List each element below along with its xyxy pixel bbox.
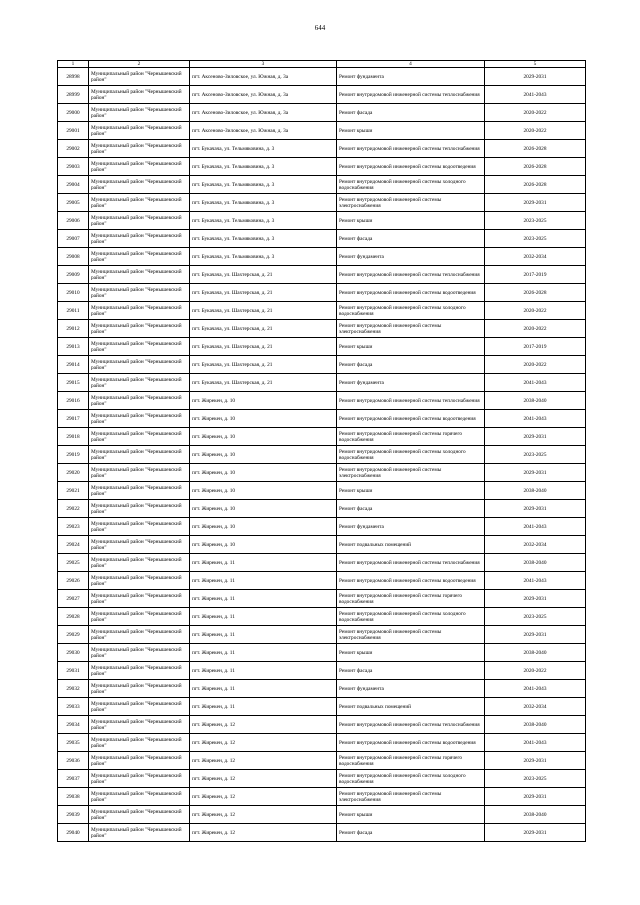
district-cell: Муниципальный район "Чернышевский район" [89, 824, 190, 842]
district-cell: Муниципальный район "Чернышевский район" [89, 122, 190, 140]
period-cell: 2041-2043 [485, 374, 586, 392]
period-cell: 2026-2028 [485, 284, 586, 302]
district-cell: Муниципальный район "Чернышевский район" [89, 662, 190, 680]
row-number-cell: 29026 [58, 572, 89, 590]
work-type-cell: Ремонт внутридомовой инженерной системы теплоснабжения [337, 392, 485, 410]
address-cell: пгт. Букачача, ул. Шахтерская, д. 21 [190, 338, 337, 356]
period-cell: 2029-2031 [485, 500, 586, 518]
district-cell: Муниципальный район "Чернышевский район" [89, 356, 190, 374]
address-cell: пгт. Жирекен, д. 10 [190, 536, 337, 554]
period-cell: 2032-2034 [485, 536, 586, 554]
address-cell: пгт. Жирекен, д. 11 [190, 680, 337, 698]
work-type-cell: Ремонт фасада [337, 356, 485, 374]
table-row [58, 680, 586, 698]
address-cell: пгт. Жирекен, д. 11 [190, 572, 337, 590]
table-row [58, 68, 586, 86]
table-row [58, 248, 586, 266]
address-cell: пгт. Жирекен, д. 11 [190, 698, 337, 716]
table-row [58, 446, 586, 464]
address-cell: пгт. Букачача, ул. Шахтерская, д. 21 [190, 302, 337, 320]
work-type-cell: Ремонт внутридомовой инженерной системы горячего водоснабжения [337, 590, 485, 608]
work-type-cell: Ремонт внутридомовой инженерной системы холодного водоснабжения [337, 770, 485, 788]
table-row [58, 824, 586, 842]
row-number-cell: 29021 [58, 482, 89, 500]
period-cell: 2038-2040 [485, 482, 586, 500]
work-type-cell: Ремонт внутридомовой инженерной системы теплоснабжения [337, 86, 485, 104]
address-cell: пгт. Жирекен, д. 10 [190, 482, 337, 500]
work-type-cell: Ремонт внутридомовой инженерной системы холодного водоснабжения [337, 302, 485, 320]
period-cell: 2038-2040 [485, 644, 586, 662]
period-cell: 2017-2019 [485, 338, 586, 356]
table-row [58, 194, 586, 212]
row-number-cell: 29031 [58, 662, 89, 680]
table-row [58, 284, 586, 302]
district-cell: Муниципальный район "Чернышевский район" [89, 590, 190, 608]
row-number-cell: 29029 [58, 626, 89, 644]
district-cell: Муниципальный район "Чернышевский район" [89, 464, 190, 482]
work-type-cell: Ремонт внутридомовой инженерной системы электроснабжения [337, 194, 485, 212]
period-cell: 2020-2022 [485, 662, 586, 680]
address-cell: пгт. Аксеново-Зиловское, ул. Южная, д. 3а [190, 122, 337, 140]
address-cell: пгт. Жирекен, д. 11 [190, 662, 337, 680]
address-cell: пгт. Букачача, ул. Тельмяковина, д. 3 [190, 248, 337, 266]
period-cell: 2023-2025 [485, 446, 586, 464]
row-number-cell: 29015 [58, 374, 89, 392]
period-cell: 2020-2022 [485, 320, 586, 338]
address-cell: пгт. Жирекен, д. 12 [190, 716, 337, 734]
address-cell: пгт. Жирекен, д. 10 [190, 518, 337, 536]
row-number-cell: 29019 [58, 446, 89, 464]
table-row [58, 176, 586, 194]
row-number-cell: 29035 [58, 734, 89, 752]
row-number-cell: 29030 [58, 644, 89, 662]
row-number-cell: 29040 [58, 824, 89, 842]
district-cell: Муниципальный район "Чернышевский район" [89, 518, 190, 536]
work-type-cell: Ремонт фасада [337, 662, 485, 680]
work-type-cell: Ремонт фасада [337, 104, 485, 122]
work-type-cell: Ремонт подвальных помещений [337, 698, 485, 716]
work-type-cell: Ремонт фундамента [337, 518, 485, 536]
district-cell: Муниципальный район "Чернышевский район" [89, 320, 190, 338]
work-type-cell: Ремонт внутридомовой инженерной системы электроснабжения [337, 788, 485, 806]
table-row [58, 104, 586, 122]
work-type-cell: Ремонт внутридомовой инженерной системы водоотведения [337, 410, 485, 428]
district-cell: Муниципальный район "Чернышевский район" [89, 140, 190, 158]
district-cell: Муниципальный район "Чернышевский район" [89, 572, 190, 590]
address-cell: пгт. Жирекен, д. 10 [190, 500, 337, 518]
column-header-3: 3 [190, 61, 337, 68]
table-row [58, 86, 586, 104]
table-row [58, 212, 586, 230]
district-cell: Муниципальный район "Чернышевский район" [89, 698, 190, 716]
period-cell: 2029-2031 [485, 590, 586, 608]
table-row [58, 536, 586, 554]
table-row [58, 590, 586, 608]
work-type-cell: Ремонт фундамента [337, 68, 485, 86]
district-cell: Муниципальный район "Чернышевский район" [89, 788, 190, 806]
table-header-row [58, 61, 586, 68]
row-number-cell: 29005 [58, 194, 89, 212]
row-number-cell: 29002 [58, 140, 89, 158]
work-type-cell: Ремонт внутридомовой инженерной системы электроснабжения [337, 464, 485, 482]
period-cell: 2023-2025 [485, 212, 586, 230]
district-cell: Муниципальный район "Чернышевский район" [89, 374, 190, 392]
period-cell: 2017-2019 [485, 266, 586, 284]
district-cell: Муниципальный район "Чернышевский район" [89, 266, 190, 284]
district-cell: Муниципальный район "Чернышевский район" [89, 554, 190, 572]
work-type-cell: Ремонт фасада [337, 230, 485, 248]
period-cell: 2029-2031 [485, 626, 586, 644]
table-row [58, 716, 586, 734]
row-number-cell: 29023 [58, 518, 89, 536]
district-cell: Муниципальный район "Чернышевский район" [89, 104, 190, 122]
work-type-cell: Ремонт внутридомовой инженерной системы электроснабжения [337, 626, 485, 644]
work-type-cell: Ремонт подвальных помещений [337, 536, 485, 554]
district-cell: Муниципальный район "Чернышевский район" [89, 194, 190, 212]
table-row [58, 626, 586, 644]
row-number-cell: 29000 [58, 104, 89, 122]
work-type-cell: Ремонт крыши [337, 212, 485, 230]
address-cell: пгт. Жирекен, д. 11 [190, 644, 337, 662]
period-cell: 2041-2043 [485, 680, 586, 698]
row-number-cell: 29028 [58, 608, 89, 626]
address-cell: пгт. Жирекен, д. 12 [190, 734, 337, 752]
table-row [58, 698, 586, 716]
period-cell: 2038-2040 [485, 716, 586, 734]
district-cell: Муниципальный район "Чернышевский район" [89, 482, 190, 500]
district-cell: Муниципальный район "Чернышевский район" [89, 734, 190, 752]
address-cell: пгт. Жирекен, д. 12 [190, 806, 337, 824]
table-row [58, 608, 586, 626]
district-cell: Муниципальный район "Чернышевский район" [89, 752, 190, 770]
row-number-cell: 28998 [58, 68, 89, 86]
address-cell: пгт. Букачача, ул. Шахтерская, д. 21 [190, 320, 337, 338]
district-cell: Муниципальный район "Чернышевский район" [89, 176, 190, 194]
work-type-cell: Ремонт внутридомовой инженерной системы холодного водоснабжения [337, 608, 485, 626]
row-number-cell: 29001 [58, 122, 89, 140]
work-type-cell: Ремонт крыши [337, 644, 485, 662]
column-header-1: 1 [58, 61, 89, 68]
work-type-cell: Ремонт внутридомовой инженерной системы холодного водоснабжения [337, 446, 485, 464]
period-cell: 2032-2034 [485, 698, 586, 716]
period-cell: 2029-2031 [485, 428, 586, 446]
work-type-cell: Ремонт внутридомовой инженерной системы теплоснабжения [337, 716, 485, 734]
district-cell: Муниципальный район "Чернышевский район" [89, 608, 190, 626]
work-type-cell: Ремонт внутридомовой инженерной системы горячего водоснабжения [337, 428, 485, 446]
work-type-cell: Ремонт фасада [337, 500, 485, 518]
address-cell: пгт. Букачача, ул. Тельмяковина, д. 3 [190, 230, 337, 248]
district-cell: Муниципальный район "Чернышевский район" [89, 284, 190, 302]
work-type-cell: Ремонт внутридомовой инженерной системы теплоснабжения [337, 554, 485, 572]
district-cell: Муниципальный район "Чернышевский район" [89, 302, 190, 320]
address-cell: пгт. Аксеново-Зиловское, ул. Южная, д. 3а [190, 104, 337, 122]
table-row [58, 770, 586, 788]
work-type-cell: Ремонт крыши [337, 482, 485, 500]
period-cell: 2020-2022 [485, 122, 586, 140]
row-number-cell: 29003 [58, 158, 89, 176]
address-cell: пгт. Жирекен, д. 11 [190, 590, 337, 608]
row-number-cell: 29016 [58, 392, 89, 410]
work-type-cell: Ремонт крыши [337, 806, 485, 824]
row-number-cell: 29014 [58, 356, 89, 374]
period-cell: 2020-2022 [485, 104, 586, 122]
address-cell: пгт. Букачача, ул. Тельмяковина, д. 3 [190, 140, 337, 158]
table-row [58, 392, 586, 410]
period-cell: 2020-2022 [485, 302, 586, 320]
work-type-cell: Ремонт внутридомовой инженерной системы водоотведения [337, 284, 485, 302]
row-number-cell: 29004 [58, 176, 89, 194]
district-cell: Муниципальный район "Чернышевский район" [89, 428, 190, 446]
row-number-cell: 29018 [58, 428, 89, 446]
row-number-cell: 29027 [58, 590, 89, 608]
district-cell: Муниципальный район "Чернышевский район" [89, 644, 190, 662]
row-number-cell: 29010 [58, 284, 89, 302]
address-cell: пгт. Жирекен, д. 10 [190, 428, 337, 446]
work-type-cell: Ремонт внутридомовой инженерной системы электроснабжения [337, 320, 485, 338]
district-cell: Муниципальный район "Чернышевский район" [89, 338, 190, 356]
row-number-cell: 29038 [58, 788, 89, 806]
district-cell: Муниципальный район "Чернышевский район" [89, 626, 190, 644]
period-cell: 2029-2031 [485, 752, 586, 770]
address-cell: пгт. Жирекен, д. 12 [190, 824, 337, 842]
period-cell: 2038-2040 [485, 392, 586, 410]
table-row [58, 464, 586, 482]
address-cell: пгт. Букачача, ул. Шахтерская, д. 21 [190, 356, 337, 374]
address-cell: пгт. Жирекен, д. 10 [190, 392, 337, 410]
repair-schedule-table [57, 60, 586, 842]
table-row [58, 644, 586, 662]
work-type-cell: Ремонт фундамента [337, 248, 485, 266]
row-number-cell: 29039 [58, 806, 89, 824]
address-cell: пгт. Букачача, ул. Шахтерская, д. 21 [190, 374, 337, 392]
address-cell: пгт. Букачача, ул. Шахтерская, д. 21 [190, 284, 337, 302]
work-type-cell: Ремонт фундамента [337, 374, 485, 392]
work-type-cell: Ремонт крыши [337, 122, 485, 140]
row-number-cell: 29013 [58, 338, 89, 356]
address-cell: пгт. Букачача, ул. Тельмяковина, д. 3 [190, 158, 337, 176]
district-cell: Муниципальный район "Чернышевский район" [89, 806, 190, 824]
table-row [58, 302, 586, 320]
period-cell: 2020-2022 [485, 356, 586, 374]
address-cell: пгт. Букачача, ул. Тельмяковина, д. 3 [190, 194, 337, 212]
work-type-cell: Ремонт внутридомовой инженерной системы водоотведения [337, 734, 485, 752]
address-cell: пгт. Жирекен, д. 12 [190, 752, 337, 770]
period-cell: 2023-2025 [485, 770, 586, 788]
district-cell: Муниципальный район "Чернышевский район" [89, 158, 190, 176]
column-header-2: 2 [89, 61, 190, 68]
row-number-cell: 29034 [58, 716, 89, 734]
district-cell: Муниципальный район "Чернышевский район" [89, 392, 190, 410]
period-cell: 2026-2028 [485, 158, 586, 176]
row-number-cell: 29024 [58, 536, 89, 554]
period-cell: 2023-2025 [485, 608, 586, 626]
table-row [58, 158, 586, 176]
period-cell: 2029-2031 [485, 464, 586, 482]
period-cell: 2026-2028 [485, 140, 586, 158]
table-row [58, 374, 586, 392]
address-cell: пгт. Жирекен, д. 11 [190, 554, 337, 572]
district-cell: Муниципальный район "Чернышевский район" [89, 212, 190, 230]
address-cell: пгт. Аксеново-Зиловское, ул. Южная, д. 3а [190, 86, 337, 104]
row-number-cell: 29032 [58, 680, 89, 698]
district-cell: Муниципальный район "Чернышевский район" [89, 446, 190, 464]
table-row [58, 788, 586, 806]
work-type-cell: Ремонт внутридомовой инженерной системы горячего водоснабжения [337, 752, 485, 770]
period-cell: 2023-2025 [485, 230, 586, 248]
period-cell: 2038-2040 [485, 806, 586, 824]
district-cell: Муниципальный район "Чернышевский район" [89, 680, 190, 698]
table-row [58, 122, 586, 140]
row-number-cell: 29036 [58, 752, 89, 770]
period-cell: 2029-2031 [485, 788, 586, 806]
table-row [58, 266, 586, 284]
table-row [58, 806, 586, 824]
table-row [58, 500, 586, 518]
address-cell: пгт. Букачача, ул. Тельмяковина, д. 3 [190, 176, 337, 194]
row-number-cell: 28999 [58, 86, 89, 104]
table-row [58, 320, 586, 338]
period-cell: 2041-2043 [485, 410, 586, 428]
period-cell: 2029-2031 [485, 68, 586, 86]
work-type-cell: Ремонт внутридомовой инженерной системы теплоснабжения [337, 266, 485, 284]
district-cell: Муниципальный район "Чернышевский район" [89, 230, 190, 248]
row-number-cell: 29017 [58, 410, 89, 428]
work-type-cell: Ремонт внутридомовой инженерной системы водоотведения [337, 572, 485, 590]
table-row [58, 230, 586, 248]
address-cell: пгт. Жирекен, д. 11 [190, 608, 337, 626]
table-row [58, 356, 586, 374]
column-header-4: 4 [337, 61, 485, 68]
table-row [58, 554, 586, 572]
row-number-cell: 29012 [58, 320, 89, 338]
period-cell: 2029-2031 [485, 824, 586, 842]
table-row [58, 410, 586, 428]
address-cell: пгт. Жирекен, д. 12 [190, 770, 337, 788]
district-cell: Муниципальный район "Чернышевский район" [89, 68, 190, 86]
address-cell: пгт. Жирекен, д. 11 [190, 626, 337, 644]
work-type-cell: Ремонт внутридомовой инженерной системы теплоснабжения [337, 140, 485, 158]
district-cell: Муниципальный район "Чернышевский район" [89, 536, 190, 554]
table-row [58, 662, 586, 680]
period-cell: 2041-2043 [485, 86, 586, 104]
district-cell: Муниципальный район "Чернышевский район" [89, 770, 190, 788]
address-cell: пгт. Букачача, ул. Тельмяковина, д. 3 [190, 212, 337, 230]
period-cell: 2038-2040 [485, 554, 586, 572]
district-cell: Муниципальный район "Чернышевский район" [89, 410, 190, 428]
table-row [58, 572, 586, 590]
address-cell: пгт. Жирекен, д. 12 [190, 788, 337, 806]
row-number-cell: 29020 [58, 464, 89, 482]
table-row [58, 518, 586, 536]
table-row [58, 428, 586, 446]
period-cell: 2029-2031 [485, 194, 586, 212]
table-body [58, 68, 586, 842]
work-type-cell: Ремонт внутридомовой инженерной системы холодного водоснабжения [337, 176, 485, 194]
address-cell: пгт. Аксеново-Зиловское, ул. Южная, д. 3а [190, 68, 337, 86]
address-cell: пгт. Жирекен, д. 10 [190, 446, 337, 464]
table-row [58, 752, 586, 770]
period-cell: 2032-2034 [485, 248, 586, 266]
address-cell: пгт. Букачача, ул. Шахтерская, д. 21 [190, 266, 337, 284]
work-type-cell: Ремонт внутридомовой инженерной системы водоотведения [337, 158, 485, 176]
column-header-5: 5 [485, 61, 586, 68]
district-cell: Муниципальный район "Чернышевский район" [89, 248, 190, 266]
table-row [58, 140, 586, 158]
work-type-cell: Ремонт фасада [337, 824, 485, 842]
row-number-cell: 29025 [58, 554, 89, 572]
work-type-cell: Ремонт фундамента [337, 680, 485, 698]
district-cell: Муниципальный район "Чернышевский район" [89, 500, 190, 518]
page-number: 644 [314, 24, 326, 32]
row-number-cell: 29037 [58, 770, 89, 788]
address-cell: пгт. Жирекен, д. 10 [190, 410, 337, 428]
row-number-cell: 29033 [58, 698, 89, 716]
row-number-cell: 29011 [58, 302, 89, 320]
row-number-cell: 29006 [58, 212, 89, 230]
address-cell: пгт. Жирекен, д. 10 [190, 464, 337, 482]
period-cell: 2041-2043 [485, 734, 586, 752]
row-number-cell: 29008 [58, 248, 89, 266]
district-cell: Муниципальный район "Чернышевский район" [89, 86, 190, 104]
table-row [58, 482, 586, 500]
period-cell: 2041-2043 [485, 518, 586, 536]
table-row [58, 338, 586, 356]
row-number-cell: 29022 [58, 500, 89, 518]
district-cell: Муниципальный район "Чернышевский район" [89, 716, 190, 734]
work-type-cell: Ремонт крыши [337, 338, 485, 356]
period-cell: 2041-2043 [485, 572, 586, 590]
period-cell: 2026-2028 [485, 176, 586, 194]
row-number-cell: 29007 [58, 230, 89, 248]
table-row [58, 734, 586, 752]
row-number-cell: 29009 [58, 266, 89, 284]
